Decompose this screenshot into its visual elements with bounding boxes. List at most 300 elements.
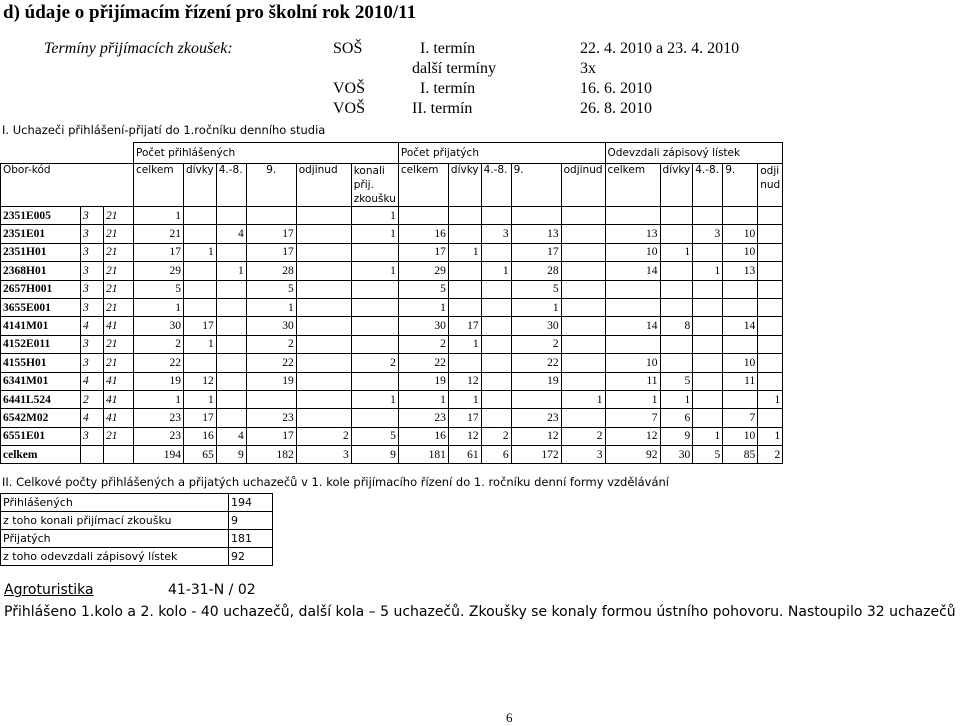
table-cell xyxy=(216,354,246,372)
row-meta: 41 xyxy=(104,317,134,335)
table-cell: 1 xyxy=(605,390,660,408)
table-row xyxy=(1,298,783,316)
empty-corner xyxy=(1,143,134,164)
table-cell xyxy=(605,298,660,316)
table-cell xyxy=(758,354,783,372)
row-meta: 21 xyxy=(104,427,134,445)
table-cell xyxy=(723,207,758,225)
row-code: 6441L524 xyxy=(1,390,81,408)
table-cell xyxy=(296,372,351,390)
table-cell: 23 xyxy=(511,409,561,427)
section-1-heading: I. Uchazeči přihlášení-přijatí do 1.ročníku denního studia xyxy=(2,123,326,137)
table-cell xyxy=(758,262,783,280)
table-cell: 17 xyxy=(134,243,184,261)
summary-label: Přihlášených xyxy=(1,494,229,512)
table-cell xyxy=(448,354,481,372)
table-cell: 17 xyxy=(184,409,217,427)
table-cell xyxy=(216,298,246,316)
table-cell xyxy=(660,298,693,316)
table-cell: 1 xyxy=(134,207,184,225)
table-cell xyxy=(758,317,783,335)
table-cell xyxy=(481,372,511,390)
table-cell: 1 xyxy=(398,298,448,316)
table-cell xyxy=(216,317,246,335)
terms-sos-term-1: I. termín xyxy=(420,40,476,57)
table-cell: 1 xyxy=(184,243,217,261)
table-cell xyxy=(296,262,351,280)
table-cell: 30 xyxy=(246,317,296,335)
table-cell xyxy=(511,390,561,408)
table-cell xyxy=(561,317,605,335)
row-meta: 21 xyxy=(104,354,134,372)
table-cell: 17 xyxy=(246,243,296,261)
col-applied-4-8: 4.-8. xyxy=(216,164,246,207)
table-row xyxy=(1,427,783,445)
table-cell: 85 xyxy=(723,446,758,464)
table-cell: 172 xyxy=(511,446,561,464)
table-cell: 1 xyxy=(351,390,398,408)
table-row xyxy=(1,262,783,280)
col-enrolled-girls: dívky xyxy=(660,164,693,207)
row-meta: 21 xyxy=(104,262,134,280)
table-cell: 22 xyxy=(134,354,184,372)
table-row xyxy=(1,225,783,243)
table-cell xyxy=(481,207,511,225)
table-cell: 11 xyxy=(723,372,758,390)
table-cell: 7 xyxy=(605,409,660,427)
group-applied: Počet přihlášených xyxy=(134,143,399,164)
table-cell xyxy=(693,280,723,298)
program-name: Agroturistika xyxy=(4,582,94,598)
table-cell: 181 xyxy=(398,446,448,464)
table-cell xyxy=(184,354,217,372)
table-cell: 1 xyxy=(246,298,296,316)
table-cell xyxy=(184,298,217,316)
col-admitted-total: celkem xyxy=(398,164,448,207)
terms-vos-2: VOŠ xyxy=(333,100,366,117)
table-cell xyxy=(216,207,246,225)
table-cell: 1 xyxy=(448,390,481,408)
row-code: 4152E011 xyxy=(1,335,81,353)
table-cell xyxy=(481,243,511,261)
table-cell: 10 xyxy=(723,225,758,243)
col-applied-took-exam: konali přij. zkoušku xyxy=(351,164,398,207)
table-cell xyxy=(296,280,351,298)
table-cell: 5 xyxy=(511,280,561,298)
table-cell xyxy=(448,207,481,225)
table-cell xyxy=(216,243,246,261)
col-code: Obor-kód xyxy=(1,164,134,207)
table-cell: 1 xyxy=(351,207,398,225)
row-meta: 41 xyxy=(104,409,134,427)
table-cell: 23 xyxy=(134,409,184,427)
terms-vos-date-2: 26. 8. 2010 xyxy=(580,100,652,117)
table-cell xyxy=(693,335,723,353)
row-meta: 4 xyxy=(81,317,104,335)
table-cell: 23 xyxy=(246,409,296,427)
row-code: 6341M01 xyxy=(1,372,81,390)
table-cell: 10 xyxy=(723,354,758,372)
table-cell: 1 xyxy=(216,262,246,280)
row-meta xyxy=(104,446,134,464)
table-cell: 1 xyxy=(561,390,605,408)
table-cell: 1 xyxy=(481,262,511,280)
summary-value: 9 xyxy=(229,512,273,530)
table-cell: 19 xyxy=(246,372,296,390)
table-cell xyxy=(693,409,723,427)
table-cell xyxy=(216,409,246,427)
col-enrolled-9: 9. xyxy=(723,164,758,207)
table-cell xyxy=(693,390,723,408)
table-cell xyxy=(561,207,605,225)
table-cell: 3 xyxy=(561,446,605,464)
table-cell xyxy=(448,298,481,316)
table-cell: 30 xyxy=(398,317,448,335)
table-cell xyxy=(693,298,723,316)
table-cell: 9 xyxy=(660,427,693,445)
table-cell: 3 xyxy=(296,446,351,464)
row-meta: 21 xyxy=(104,280,134,298)
table-cell xyxy=(216,280,246,298)
page-number: 6 xyxy=(506,710,513,725)
terms-sos-date-1: 22. 4. 2010 a 23. 4. 2010 xyxy=(580,40,740,57)
table-cell: 10 xyxy=(723,243,758,261)
table-cell xyxy=(693,317,723,335)
table-cell: 12 xyxy=(511,427,561,445)
table-cell: 22 xyxy=(398,354,448,372)
summary-row xyxy=(1,494,273,512)
table-cell: 4 xyxy=(216,225,246,243)
table-cell xyxy=(481,409,511,427)
table-cell: 5 xyxy=(398,280,448,298)
table-cell: 10 xyxy=(723,427,758,445)
table-cell: 5 xyxy=(693,446,723,464)
table-cell xyxy=(296,207,351,225)
table-cell: 14 xyxy=(723,317,758,335)
table-cell xyxy=(561,243,605,261)
table-cell: 5 xyxy=(660,372,693,390)
table-cell xyxy=(605,335,660,353)
table-cell xyxy=(296,243,351,261)
summary-label: Přijatých xyxy=(1,530,229,548)
table-cell: 1 xyxy=(448,243,481,261)
terms-sos-date-2: 3x xyxy=(580,60,596,77)
table-cell: 1 xyxy=(184,390,217,408)
terms-vos-term-1: I. termín xyxy=(420,80,476,97)
table-cell: 12 xyxy=(448,427,481,445)
terms-label: Termíny přijímacích zkoušek: xyxy=(44,40,233,57)
row-code: 2368H01 xyxy=(1,262,81,280)
table-cell: 92 xyxy=(605,446,660,464)
table-cell: 1 xyxy=(184,335,217,353)
table-cell: 17 xyxy=(448,409,481,427)
row-meta: 3 xyxy=(81,262,104,280)
table-cell: 1 xyxy=(693,262,723,280)
table-cell: 16 xyxy=(398,427,448,445)
table-cell xyxy=(296,409,351,427)
table-cell xyxy=(216,372,246,390)
table-row xyxy=(1,243,783,261)
row-meta: 4 xyxy=(81,372,104,390)
table-cell xyxy=(296,354,351,372)
row-meta xyxy=(81,446,104,464)
table-cell: 9 xyxy=(351,446,398,464)
table-row xyxy=(1,207,783,225)
table-cell xyxy=(605,207,660,225)
table-cell xyxy=(481,280,511,298)
table-cell: 22 xyxy=(511,354,561,372)
table-cell xyxy=(660,335,693,353)
row-meta: 3 xyxy=(81,225,104,243)
table-row xyxy=(1,390,783,408)
page-title: d) údaje o přijímacím řízení pro školní rok 2010/11 xyxy=(3,2,417,23)
table-cell xyxy=(184,225,217,243)
row-meta: 41 xyxy=(104,372,134,390)
table-cell xyxy=(561,335,605,353)
table-row xyxy=(1,372,783,390)
table-cell: 30 xyxy=(660,446,693,464)
row-meta: 3 xyxy=(81,280,104,298)
table-cell: 1 xyxy=(448,335,481,353)
table-cell xyxy=(605,280,660,298)
row-meta: 2 xyxy=(81,390,104,408)
table-cell: 30 xyxy=(134,317,184,335)
group-enrolled: Odevzdali zápisový lístek xyxy=(605,143,783,164)
table-cell xyxy=(693,372,723,390)
table-cell: 5 xyxy=(351,427,398,445)
table-cell xyxy=(561,298,605,316)
col-enrolled-4-8: 4.-8. xyxy=(693,164,723,207)
table-cell: 1 xyxy=(511,298,561,316)
table-cell xyxy=(481,298,511,316)
table-cell xyxy=(351,335,398,353)
col-applied-total: celkem xyxy=(134,164,184,207)
col-enrolled-total: celkem xyxy=(605,164,660,207)
summary-row xyxy=(1,512,273,530)
col-admitted-girls: dívky xyxy=(448,164,481,207)
table-cell: 9 xyxy=(216,446,246,464)
row-code: celkem xyxy=(1,446,81,464)
row-meta: 21 xyxy=(104,335,134,353)
table-cell: 1 xyxy=(134,298,184,316)
row-code: 6551E01 xyxy=(1,427,81,445)
table-cell: 10 xyxy=(605,243,660,261)
table-cell: 3 xyxy=(693,225,723,243)
table-cell: 2 xyxy=(561,427,605,445)
table-cell: 61 xyxy=(448,446,481,464)
terms-sos: SOŠ xyxy=(333,40,363,57)
col-applied-girls: dívky xyxy=(184,164,217,207)
terms-vos-term-2: II. termín xyxy=(412,100,473,117)
table-cell: 17 xyxy=(511,243,561,261)
table-row xyxy=(1,280,783,298)
admissions-table xyxy=(0,142,783,464)
row-code: 6542M02 xyxy=(1,409,81,427)
table-cell xyxy=(660,280,693,298)
summary-label: z toho odevzdali zápisový lístek xyxy=(1,548,229,566)
program-description: Přihlášeno 1.kolo a 2. kolo - 40 uchazečů, další kola – 5 uchazečů. Zkoušky se konaly formou ústního pohovoru. Nastoupilo 32 uchazečů xyxy=(4,604,956,620)
table-cell: 7 xyxy=(723,409,758,427)
table-cell: 17 xyxy=(246,225,296,243)
row-meta: 3 xyxy=(81,243,104,261)
table-cell: 12 xyxy=(605,427,660,445)
table-cell xyxy=(561,225,605,243)
table-cell: 6 xyxy=(660,409,693,427)
table-cell: 1 xyxy=(660,243,693,261)
table-cell: 2 xyxy=(351,354,398,372)
row-code: 2351H01 xyxy=(1,243,81,261)
table-cell xyxy=(448,262,481,280)
table-cell xyxy=(481,335,511,353)
table-cell xyxy=(723,298,758,316)
table-cell: 17 xyxy=(246,427,296,445)
table-cell: 29 xyxy=(134,262,184,280)
table-cell: 2 xyxy=(758,446,783,464)
col-admitted-4-8: 4.-8. xyxy=(481,164,511,207)
table-cell: 5 xyxy=(246,280,296,298)
table-cell xyxy=(561,280,605,298)
col-applied-9: 9. xyxy=(246,164,296,207)
row-meta: 3 xyxy=(81,335,104,353)
table-cell xyxy=(660,262,693,280)
table-cell: 29 xyxy=(398,262,448,280)
table-cell xyxy=(351,298,398,316)
table-cell xyxy=(216,390,246,408)
table-cell xyxy=(561,262,605,280)
table-cell xyxy=(246,207,296,225)
table-cell: 1 xyxy=(758,427,783,445)
terms-sos-term-2: další termíny xyxy=(412,60,496,77)
row-code: 4155H01 xyxy=(1,354,81,372)
col-admitted-9: 9. xyxy=(511,164,561,207)
table-cell xyxy=(758,372,783,390)
table-cell: 10 xyxy=(605,354,660,372)
summary-table xyxy=(0,493,273,566)
table-cell: 11 xyxy=(605,372,660,390)
summary-value: 92 xyxy=(229,548,273,566)
table-cell xyxy=(296,390,351,408)
row-meta: 3 xyxy=(81,298,104,316)
table-cell xyxy=(693,207,723,225)
table-cell: 30 xyxy=(511,317,561,335)
table-cell: 1 xyxy=(758,390,783,408)
row-code: 3655E001 xyxy=(1,298,81,316)
table-cell xyxy=(246,390,296,408)
table-cell: 23 xyxy=(398,409,448,427)
table-cell: 182 xyxy=(246,446,296,464)
table-cell xyxy=(723,280,758,298)
table-cell xyxy=(481,317,511,335)
table-cell xyxy=(693,243,723,261)
table-cell: 2 xyxy=(134,335,184,353)
col-admitted-elsewhere: odjinud xyxy=(561,164,605,207)
row-meta: 3 xyxy=(81,354,104,372)
col-applied-elsewhere: odjinud xyxy=(296,164,351,207)
table-cell: 2 xyxy=(511,335,561,353)
table-cell: 5 xyxy=(134,280,184,298)
row-code: 2351E005 xyxy=(1,207,81,225)
table-cell: 28 xyxy=(511,262,561,280)
table-cell: 16 xyxy=(184,427,217,445)
table-cell xyxy=(216,335,246,353)
table-cell: 1 xyxy=(660,390,693,408)
table-cell xyxy=(351,243,398,261)
row-meta: 21 xyxy=(104,243,134,261)
table-cell xyxy=(351,317,398,335)
table-cell xyxy=(296,317,351,335)
table-cell: 4 xyxy=(216,427,246,445)
row-meta: 3 xyxy=(81,427,104,445)
table-cell xyxy=(723,335,758,353)
table-row xyxy=(1,446,783,464)
table-cell xyxy=(351,372,398,390)
table-cell: 14 xyxy=(605,317,660,335)
table-cell xyxy=(184,207,217,225)
summary-row xyxy=(1,548,273,566)
table-row xyxy=(1,317,783,335)
table-cell: 1 xyxy=(398,390,448,408)
table-cell: 14 xyxy=(605,262,660,280)
table-cell xyxy=(758,298,783,316)
table-cell: 19 xyxy=(398,372,448,390)
table-cell xyxy=(184,262,217,280)
table-cell xyxy=(448,280,481,298)
table-cell: 16 xyxy=(398,225,448,243)
table-cell xyxy=(296,298,351,316)
terms-vos-date-1: 16. 6. 2010 xyxy=(580,80,652,97)
table-cell xyxy=(481,390,511,408)
table-cell: 12 xyxy=(184,372,217,390)
table-cell xyxy=(660,354,693,372)
table-cell xyxy=(351,280,398,298)
table-cell xyxy=(561,372,605,390)
table-cell xyxy=(758,280,783,298)
table-cell: 2 xyxy=(398,335,448,353)
table-cell xyxy=(481,354,511,372)
program-code: 41-31-N / 02 xyxy=(168,582,256,598)
table-cell: 8 xyxy=(660,317,693,335)
table-cell: 19 xyxy=(134,372,184,390)
table-cell: 19 xyxy=(511,372,561,390)
group-header-row xyxy=(1,143,783,164)
terms-vos-1: VOŠ xyxy=(333,80,366,97)
table-cell xyxy=(296,225,351,243)
table-cell: 2 xyxy=(296,427,351,445)
table-row xyxy=(1,335,783,353)
table-cell: 22 xyxy=(246,354,296,372)
table-cell: 2 xyxy=(246,335,296,353)
row-meta: 4 xyxy=(81,409,104,427)
row-code: 4141M01 xyxy=(1,317,81,335)
table-cell: 23 xyxy=(134,427,184,445)
row-code: 2657H001 xyxy=(1,280,81,298)
table-cell: 12 xyxy=(448,372,481,390)
group-admitted: Počet přijatých xyxy=(398,143,605,164)
summary-row xyxy=(1,530,273,548)
summary-value: 181 xyxy=(229,530,273,548)
row-meta: 21 xyxy=(104,225,134,243)
table-cell xyxy=(758,409,783,427)
table-cell: 194 xyxy=(134,446,184,464)
table-cell: 17 xyxy=(184,317,217,335)
col-enrolled-elsewhere: odjinud xyxy=(758,164,783,207)
summary-label: z toho konali přijímací zkoušku xyxy=(1,512,229,530)
table-cell xyxy=(758,225,783,243)
table-cell xyxy=(758,207,783,225)
table-cell: 28 xyxy=(246,262,296,280)
table-cell xyxy=(398,207,448,225)
row-code: 2351E01 xyxy=(1,225,81,243)
